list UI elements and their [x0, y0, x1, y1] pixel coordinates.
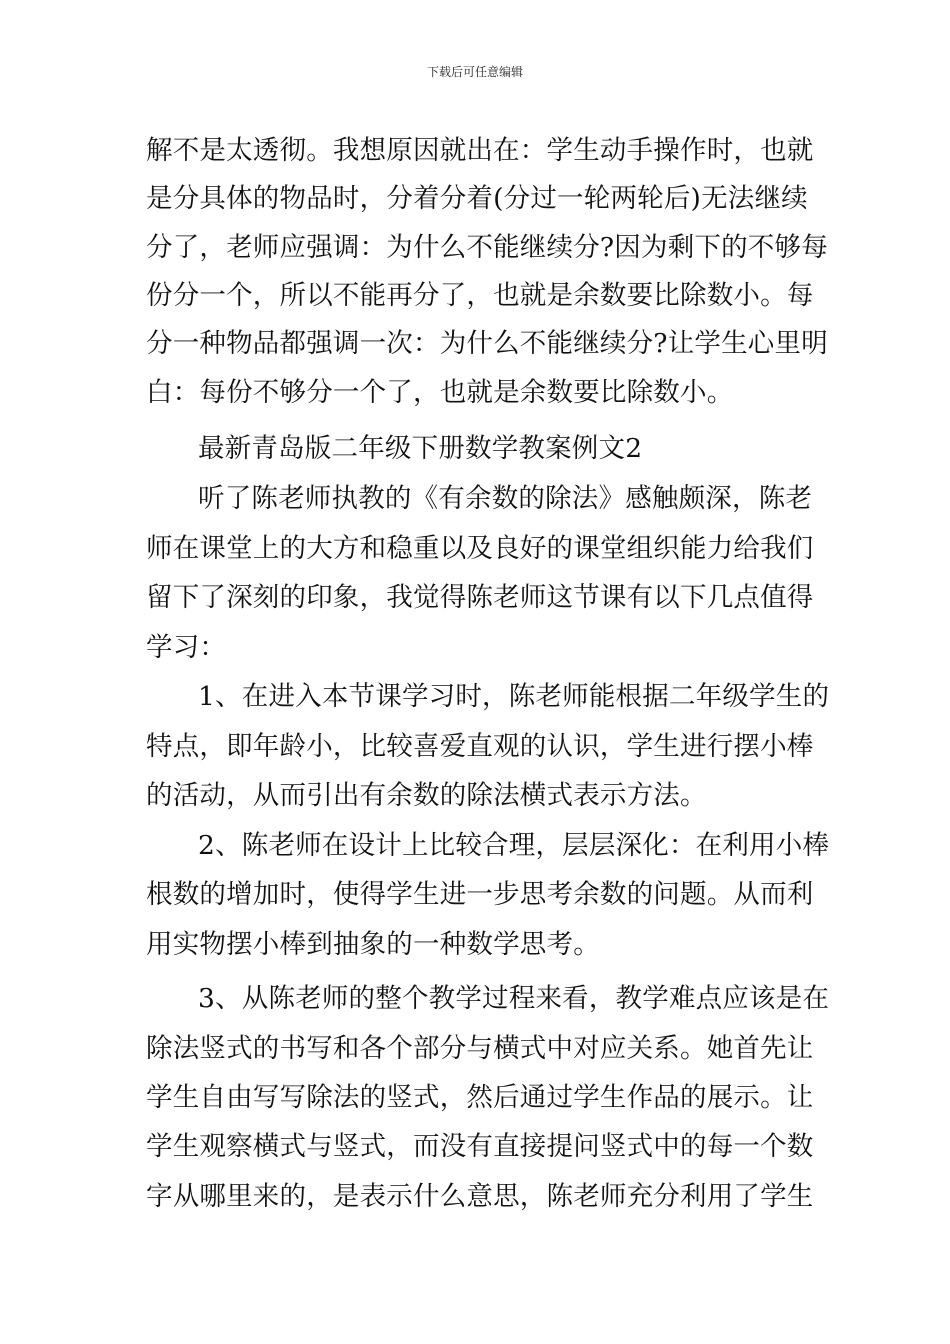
- body-line: 学生自由写写除法的竖式，然后通过学生作品的展示。让: [146, 1082, 814, 1113]
- list-item: 1、在进入本节课学习时，陈老师能根据二年级学生的: [198, 681, 830, 712]
- body-line: 根数的增加时，使得学生进一步思考余数的问题。从而利: [146, 879, 814, 910]
- body-line: 份分一个，所以不能再分了，也就是余数要比除数小。每: [146, 280, 814, 311]
- section-heading: 最新青岛版二年级下册数学教案例文2: [198, 433, 643, 464]
- body-line: 特点，即年龄小，比较喜爱直观的认识，学生进行摆小棒: [146, 731, 814, 762]
- body-line: 用实物摆小棒到抽象的一种数学思考。: [146, 929, 600, 960]
- body-line: 留下了深刻的印象，我觉得陈老师这节课有以下几点值得: [146, 582, 814, 613]
- body-line: 学生观察横式与竖式，而没有直接提问竖式中的每一个数: [146, 1131, 814, 1162]
- body-line: 学习：: [146, 632, 227, 663]
- body-line: 解不是太透彻。我想原因就出在：学生动手操作时，也就: [146, 135, 814, 166]
- body-line: 的活动，从而引出有余数的除法横式表示方法。: [146, 780, 707, 811]
- body-line: 分了，老师应强调：为什么不能继续分?因为剩下的不够每: [146, 232, 828, 263]
- body-line: 白：每份不够分一个了，也就是余数要比除数小。: [146, 377, 734, 408]
- body-line: 分一种物品都强调一次：为什么不能继续分?让学生心里明: [146, 328, 828, 359]
- list-item: 3、从陈老师的整个教学过程来看，教学难点应该是在: [198, 983, 830, 1014]
- list-item: 2、陈老师在设计上比较合理，层层深化：在利用小棒: [198, 830, 830, 861]
- page-header: 下载后可任意编辑: [426, 65, 523, 79]
- body-line: 听了陈老师执教的《有余数的除法》感触颇深，陈老: [198, 483, 813, 514]
- body-line: 字从哪里来的，是表示什么意思，陈老师充分利用了学生: [146, 1181, 814, 1212]
- body-line: 是分具体的物品时，分着分着(分过一轮两轮后)无法继续: [146, 183, 808, 214]
- body-line: 除法竖式的书写和各个部分与横式中对应关系。她首先让: [146, 1033, 814, 1064]
- body-line: 师在课堂上的大方和稳重以及良好的课堂组织能力给我们: [146, 533, 814, 564]
